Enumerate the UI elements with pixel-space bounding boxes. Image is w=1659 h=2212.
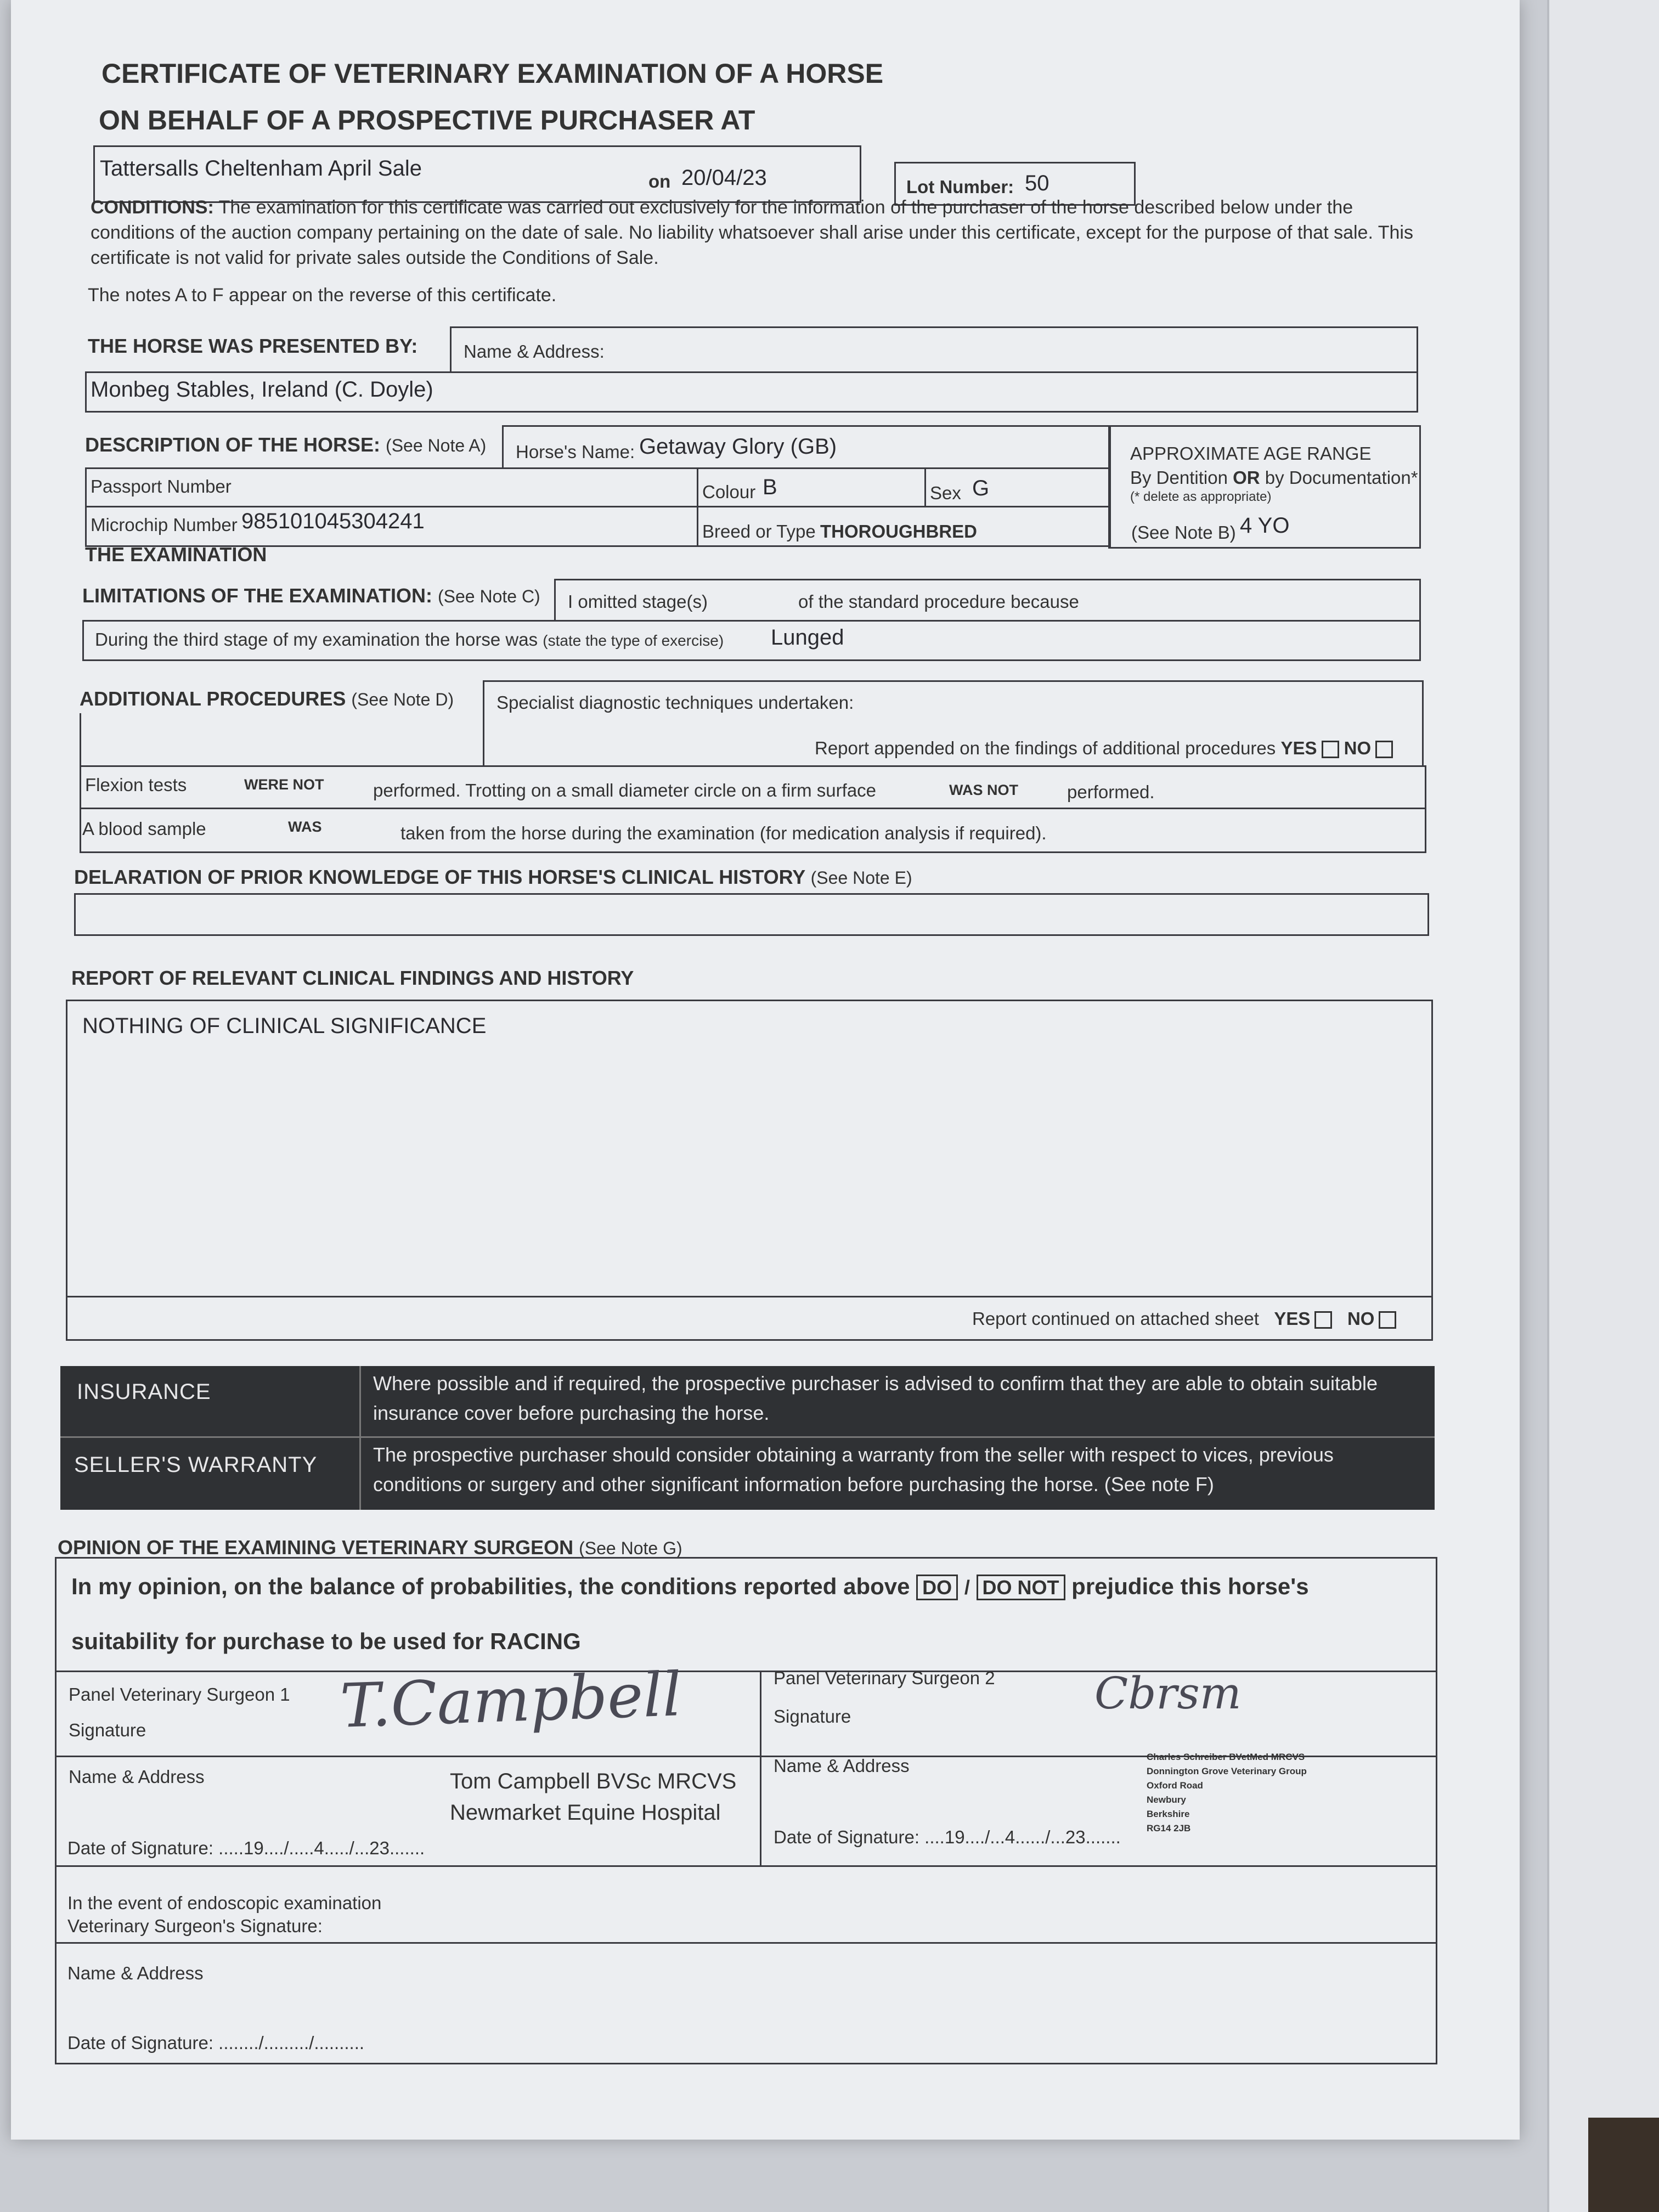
opinion-text-a: In my opinion, on the balance of probabilities, the conditions reported above [71,1573,910,1599]
blood-text: taken from the horse during the examination (for medication analysis if required). [400,823,1047,843]
conditions-body: The examination for this certificate was carried out exclusively for the information of the purchaser of the horse described below under the conditions of the auction company pertaining on the date of sale. No liability whatsoever shall arise under this certificate, except for the purpose of that sale. This certificate is not valid for private sales outside the Conditions of Sale. [91,197,1413,268]
surgeon2-name: Charles Schreiber BVetMed MRCVS [1147,1752,1305,1762]
third-stage-text: During the third stage of my examination the horse was [95,629,538,650]
report-continued-label [972,1308,1396,1329]
endoscopic-line-1: In the event of endoscopic examination [67,1893,382,1913]
surgeon2-address-block [1147,1750,1366,1836]
title-line-1: CERTIFICATE OF VETERINARY EXAMINATION OF A HORSE [101,58,884,89]
age-value: 4 YO [1240,514,1290,538]
limitations-note: (See Note C) [437,586,540,606]
opinion-text-b: prejudice this horse's [1071,1573,1309,1599]
report-appended-yes-checkbox[interactable] [1322,741,1339,758]
horse-name: Getaway Glory (GB) [639,435,837,459]
surgeon2-address-line-2: Oxford Road [1147,1780,1203,1791]
surgeon2-date: Date of Signature: ....19..../...4....../...23....... [774,1827,1121,1847]
surgeon1-name-address-label: Name & Address [69,1767,205,1787]
presented-name-address-label: Name & Address: [464,341,605,362]
blood-value: WAS [288,819,322,835]
endoscopic-name-address-label: Name & Address [67,1963,204,1983]
surgeon2-address-line-1: Donnington Grove Veterinary Group [1147,1766,1307,1776]
surgeon2-name-address-label: Name & Address [774,1756,910,1776]
declaration-box[interactable] [74,893,1429,936]
report-label: REPORT OF RELEVANT CLINICAL FINDINGS AND HISTORY [71,967,634,989]
age-or: OR [1233,467,1260,488]
certificate-page [11,0,1520,2140]
additional-title: ADDITIONAL PROCEDURES [80,687,346,710]
passport-label: Passport Number [91,476,232,496]
colour-value: B [763,475,777,499]
report-continued-no-label: NO [1347,1308,1375,1329]
flexion-label: Flexion tests [85,775,187,795]
description-title: DESCRIPTION OF THE HORSE: [85,433,381,456]
breed-label: Breed or Type [702,521,816,541]
trotting-performed: performed. [1067,782,1155,802]
title-line-2: ON BEHALF OF A PROSPECTIVE PURCHASER AT [99,105,755,136]
age-by-dentition: By Dentition [1130,467,1233,488]
sex-divider [924,467,926,506]
opinion-line-2: suitability for purchase to be used for RACING [71,1628,581,1654]
opinion-do[interactable]: DO [916,1575,958,1600]
table-surface [1588,2118,1659,2212]
flexion-value: WERE NOT [244,776,324,793]
description-row-divider [85,506,1111,507]
age-see-note: (See Note B) [1131,522,1236,543]
surgeon1-name: Tom Campbell BVSc MRCVS [450,1769,737,1793]
report-divider [66,1296,1433,1297]
omitted-text-a: I omitted stage(s) [568,591,708,612]
warranty-label: SELLER'S WARRANTY [74,1453,318,1477]
third-stage-label [95,629,724,650]
sale-name: Tattersalls Cheltenham April Sale [100,156,422,180]
flexion-blood-divider [80,808,1426,809]
colour-label: Colour [702,482,756,502]
age-title: APPROXIMATE AGE RANGE [1130,443,1372,464]
surgeons-col-divider [760,1671,761,1865]
microchip-value: 985101045304241 [241,509,425,533]
description-label [85,433,486,456]
third-stage-hint: (state the type of exercise) [543,632,724,649]
endoscopic-date: Date of Signature: ......../........./.......... [67,2033,365,2053]
additional-label [80,687,454,710]
age-by [1130,467,1418,488]
opinion-slash: / [964,1576,970,1599]
surgeon2-address-line-4: Berkshire [1147,1809,1190,1819]
report-continued-yes-checkbox[interactable] [1314,1311,1332,1329]
surgeons-bottom-divider [55,1865,1437,1867]
description-note: (See Note A) [386,436,487,455]
presented-label: THE HORSE WAS PRESENTED BY: [88,335,418,357]
report-box[interactable] [66,1000,1433,1341]
third-stage-value: Lunged [771,625,844,650]
warranty-divider [60,1436,1435,1438]
flexion-text: performed. Trotting on a small diameter circle on a firm surface [373,780,877,800]
surgeon2-signature-label: Signature [774,1706,851,1726]
specialist-label: Specialist diagnostic techniques undertaken: [496,692,854,713]
report-appended-text: Report appended on the findings of additional procedures [815,738,1276,758]
lot-label: Lot Number: [906,177,1014,197]
surgeon2-signature: Cbrsm [1094,1668,1242,1719]
declaration-note: (See Note E) [810,868,912,888]
omitted-text-b: of the standard procedure because [798,591,1079,612]
insurance-divider [359,1366,361,1510]
conditions-notes: The notes A to F appear on the reverse of this certificate. [88,285,557,306]
sale-date: 20/04/23 [681,166,767,190]
surgeon2-address-line-3: Newbury [1147,1795,1186,1805]
report-appended-no-checkbox[interactable] [1375,741,1393,758]
surgeon2-address-line-5: RG14 2JB [1147,1823,1191,1833]
description-col-divider [697,467,698,547]
sex-value: G [972,476,990,500]
surgeon1-date: Date of Signature: .....19..../.....4...../...23....... [67,1838,425,1858]
report-appended-label [815,738,1393,759]
presented-value: Monbeg Stables, Ireland (C. Doyle) [91,377,433,402]
report-appended-no-label: NO [1344,738,1372,758]
surgeon1-signature: T.Campbell [338,1659,683,1741]
report-value: NOTHING OF CLINICAL SIGNIFICANCE [82,1014,487,1038]
breed-value: THOROUGHBRED [820,521,977,541]
report-continued-text: Report continued on attached sheet [972,1308,1259,1329]
sex-label: Sex [930,483,961,503]
horse-name-label: Horse's Name: [516,442,635,462]
examination-label: THE EXAMINATION [85,543,267,566]
conditions-label: CONDITIONS: [91,197,214,218]
surgeon1-address: Newmarket Equine Hospital [450,1801,721,1825]
report-continued-yes-label: YES [1274,1308,1311,1329]
opinion-line-1 [71,1573,1309,1600]
opinion-label [58,1536,682,1559]
blood-label: A blood sample [82,819,206,839]
opinion-note: (See Note G) [579,1538,682,1558]
opinion-do-not[interactable]: DO NOT [977,1575,1065,1600]
surgeon1-signature-label: Signature [69,1720,146,1740]
lot-number: 50 [1025,171,1049,195]
opinion-title: OPINION OF THE EXAMINING VETERINARY SURGEON [58,1536,574,1559]
microchip-label: Microchip Number [91,515,238,535]
sale-on-label: on [648,171,671,191]
limitations-title: LIMITATIONS OF THE EXAMINATION: [82,584,432,607]
additional-note: (See Note D) [351,690,454,709]
age-delete-note: (* delete as appropriate) [1130,489,1272,504]
surgeon2-panel: Panel Veterinary Surgeon 2 [774,1668,995,1688]
declaration-label [74,866,912,889]
endoscopic-line-2: Veterinary Surgeon's Signature: [67,1916,323,1936]
insurance-text: Where possible and if required, the prospective purchaser is advised to confirm that they are able to obtain suitable insurance cover before purchasing the horse. [373,1372,1378,1424]
report-continued-no-checkbox[interactable] [1379,1311,1396,1329]
limitations-label [82,584,540,607]
surgeon1-panel: Panel Veterinary Surgeon 1 [69,1684,290,1705]
trotting-value: WAS NOT [949,782,1018,798]
age-by-documentation: by Documentation* [1260,467,1418,488]
adjacent-sheet [1547,0,1659,2212]
insurance-label: INSURANCE [77,1380,211,1404]
declaration-title: DELARATION OF PRIOR KNOWLEDGE OF THIS HORSE'S CLINICAL HISTORY [74,866,805,888]
conditions-text [91,195,1435,270]
report-appended-yes-label: YES [1280,738,1317,758]
warranty-text: The prospective purchaser should consider obtaining a warranty from the seller with respect to vices, previous conditions or surgery and other significant information before purchasing the horse. (See note F) [373,1443,1334,1496]
endoscopic-divider [55,1942,1437,1944]
